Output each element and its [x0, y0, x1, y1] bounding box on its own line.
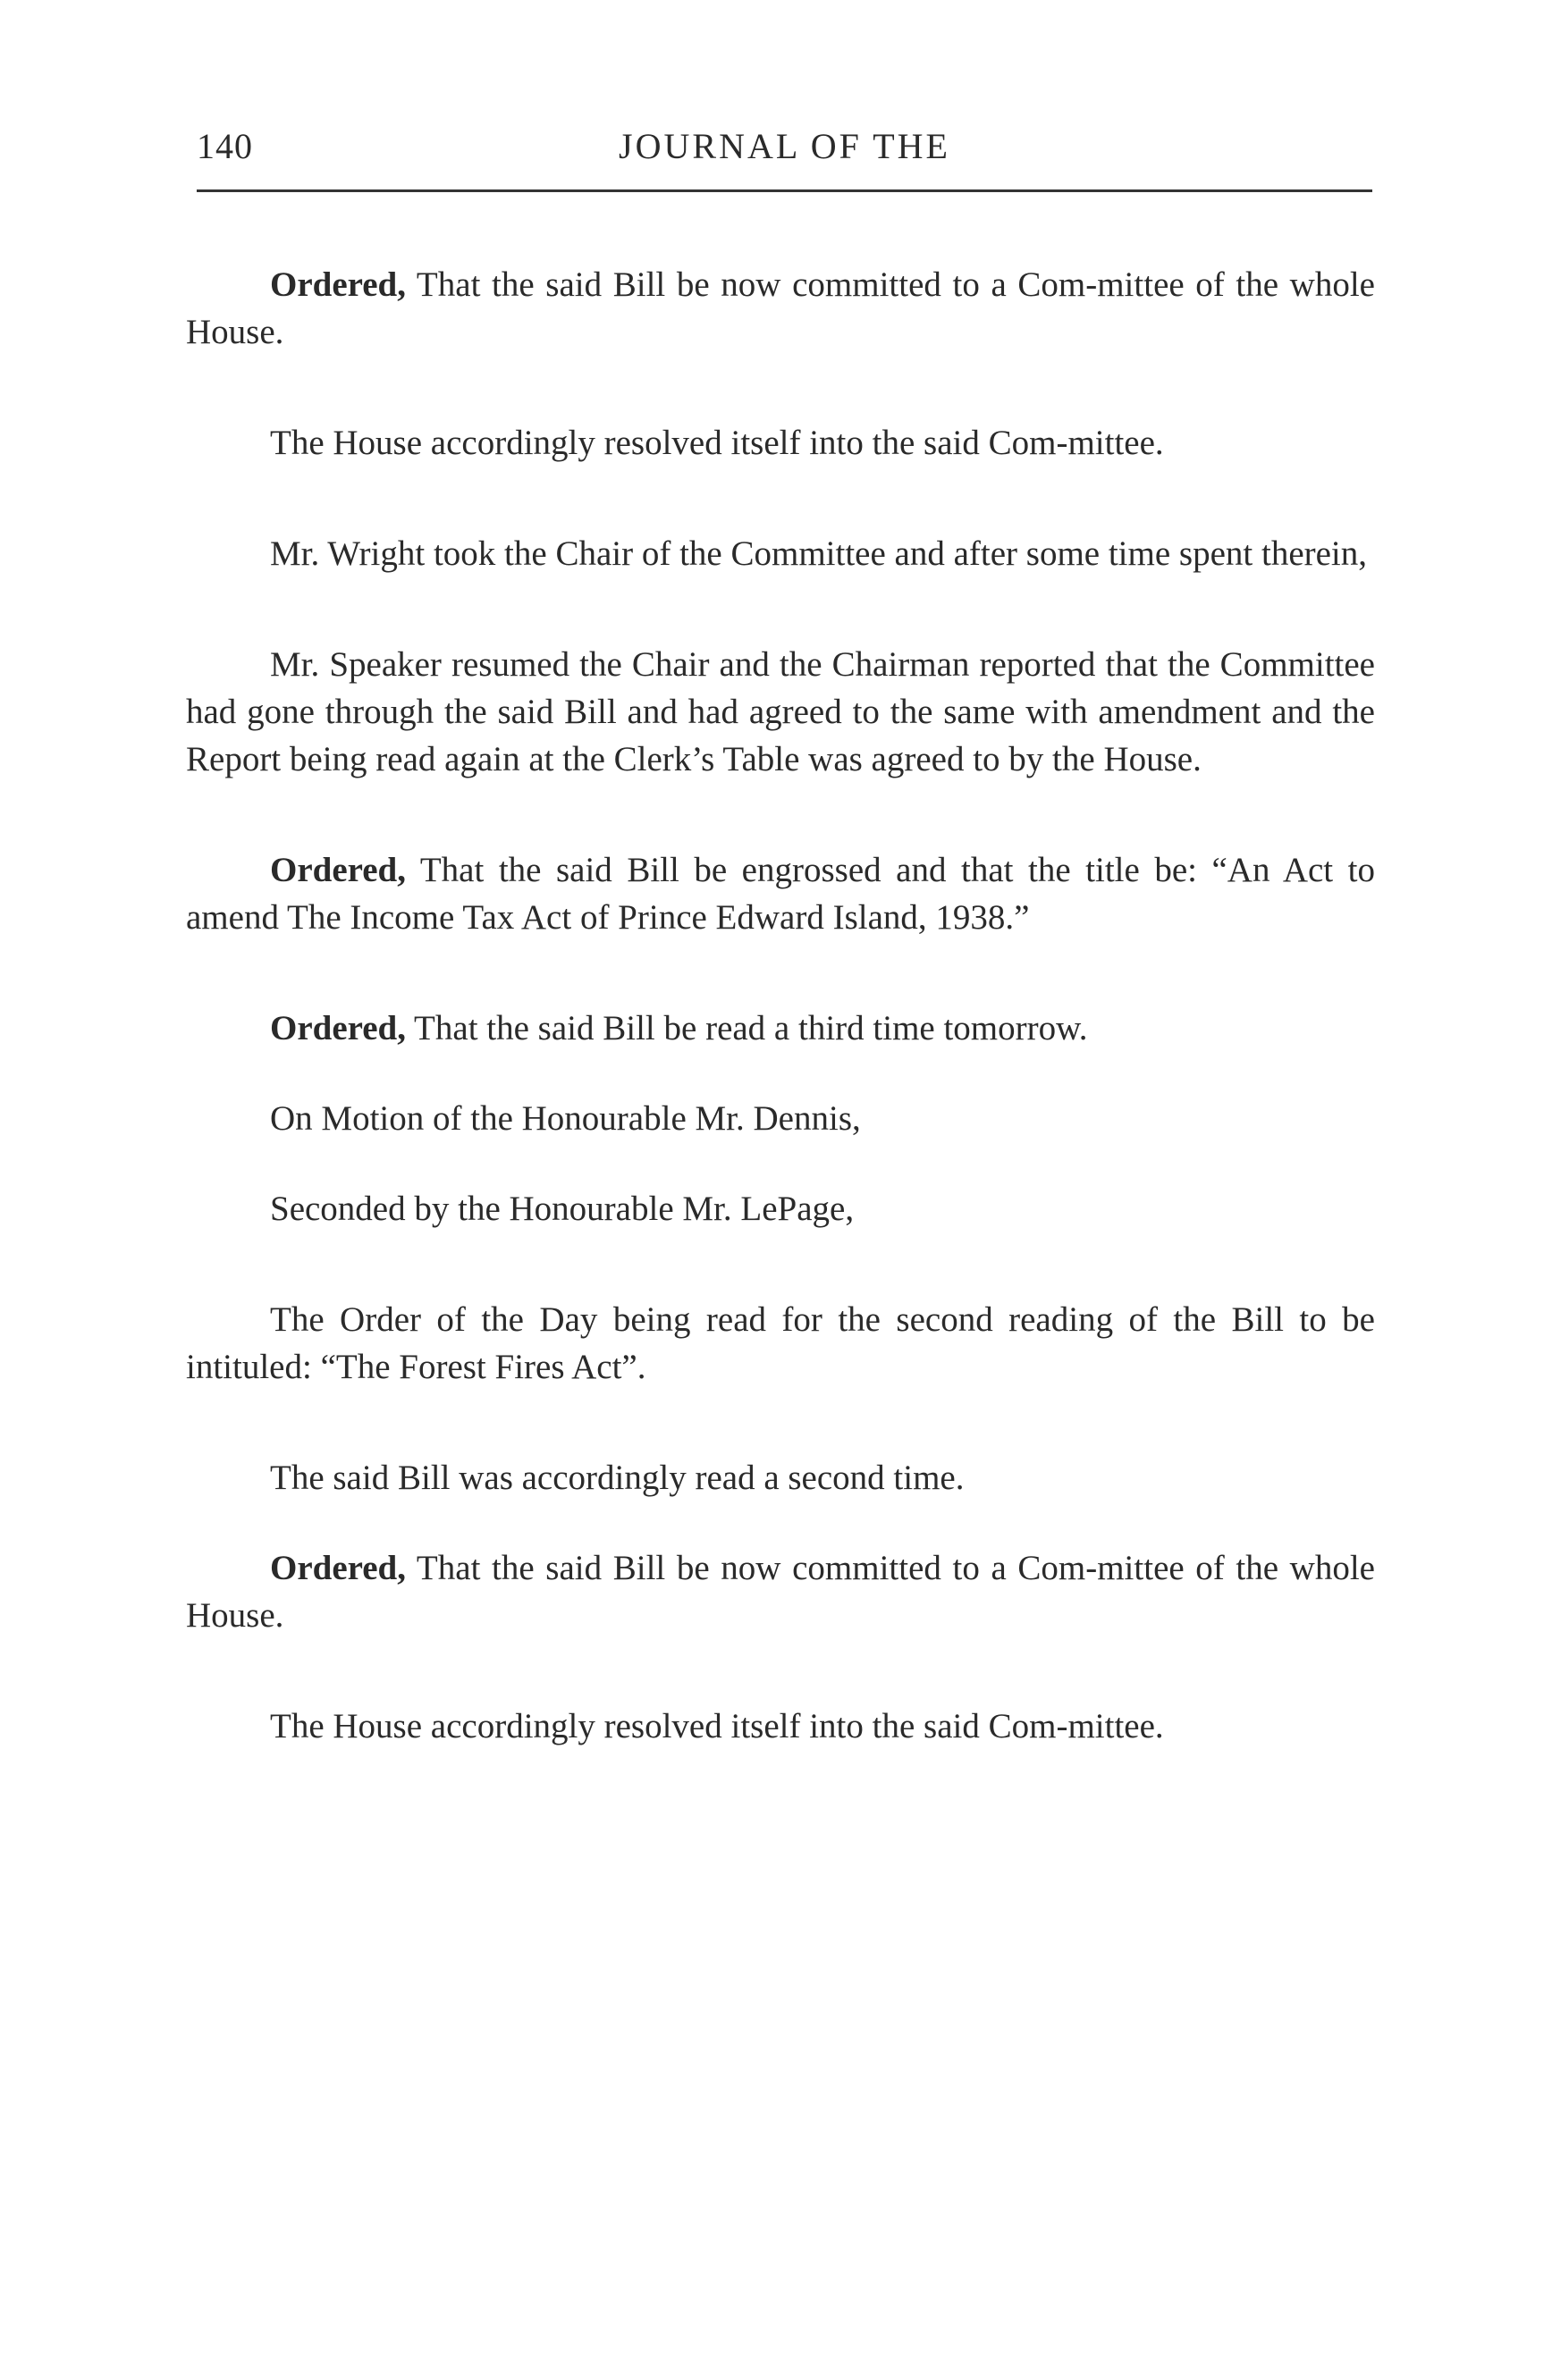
paragraph-text: The said Bill was accordingly read a second time.	[270, 1459, 965, 1497]
paragraph-house-resolved	[186, 419, 1375, 467]
paragraph-order-of-day	[186, 1296, 1375, 1391]
page-number: 140	[197, 126, 253, 166]
paragraph-text: The House accordingly resolved itself into the said Com-mittee.	[270, 1707, 1164, 1745]
paragraph-text: That the said Bill be now committed to a Com-mittee of the whole House.	[186, 1549, 1375, 1635]
header-rule	[197, 189, 1372, 192]
paragraph-text: That the said Bill be engrossed and that the title be: “An Act to amend The Income Tax Act of Prince Edward Island, 1938.”	[186, 851, 1375, 937]
paragraph-text: That the said Bill be now committed to a Com-mittee of the whole House.	[186, 265, 1375, 351]
journal-body	[186, 261, 1375, 1813]
paragraph-ordered-committee	[186, 261, 1375, 356]
paragraph-motion-dennis	[186, 1095, 1375, 1142]
paragraph-ordered-engrossed	[186, 846, 1375, 941]
paragraph-ordered-third-reading	[186, 1005, 1375, 1052]
paragraph-text: The House accordingly resolved itself into the said Com-mittee.	[270, 424, 1164, 462]
paragraph-house-resolved-2	[186, 1703, 1375, 1750]
running-head: JOURNAL OF THE	[619, 126, 950, 166]
paragraph-second-reading	[186, 1454, 1375, 1501]
paragraph-wright-chair	[186, 530, 1375, 577]
paragraph-speaker-resumed	[186, 641, 1375, 783]
paragraph-text: Seconded by the Honourable Mr. LePage,	[270, 1190, 855, 1228]
ordered-lead: Ordered,	[270, 1009, 407, 1047]
paragraph-ordered-committee-2	[186, 1544, 1375, 1639]
paragraph-text: The Order of the Day being read for the second reading of the Bill to be intituled: “The Forest Fires Act”.	[186, 1300, 1375, 1386]
paragraph-text: Mr. Speaker resumed the Chair and the Chairman reported that the Committee had gone through the said Bill and had agreed to the same with amendment and the Report being read again at the Clerk’s Table was agreed to by the House.	[186, 645, 1375, 778]
ordered-lead: Ordered,	[270, 1549, 407, 1587]
paragraph-text: That the said Bill be read a third time tomorrow.	[406, 1009, 1088, 1047]
ordered-lead: Ordered,	[270, 851, 407, 889]
page-header	[197, 125, 1372, 188]
paragraph-text: Mr. Wright took the Chair of the Committee and after some time spent therein,	[270, 534, 1368, 573]
paragraph-seconded-lepage	[186, 1185, 1375, 1232]
paragraph-text: On Motion of the Honourable Mr. Dennis,	[270, 1099, 861, 1138]
ordered-lead: Ordered,	[270, 265, 407, 304]
